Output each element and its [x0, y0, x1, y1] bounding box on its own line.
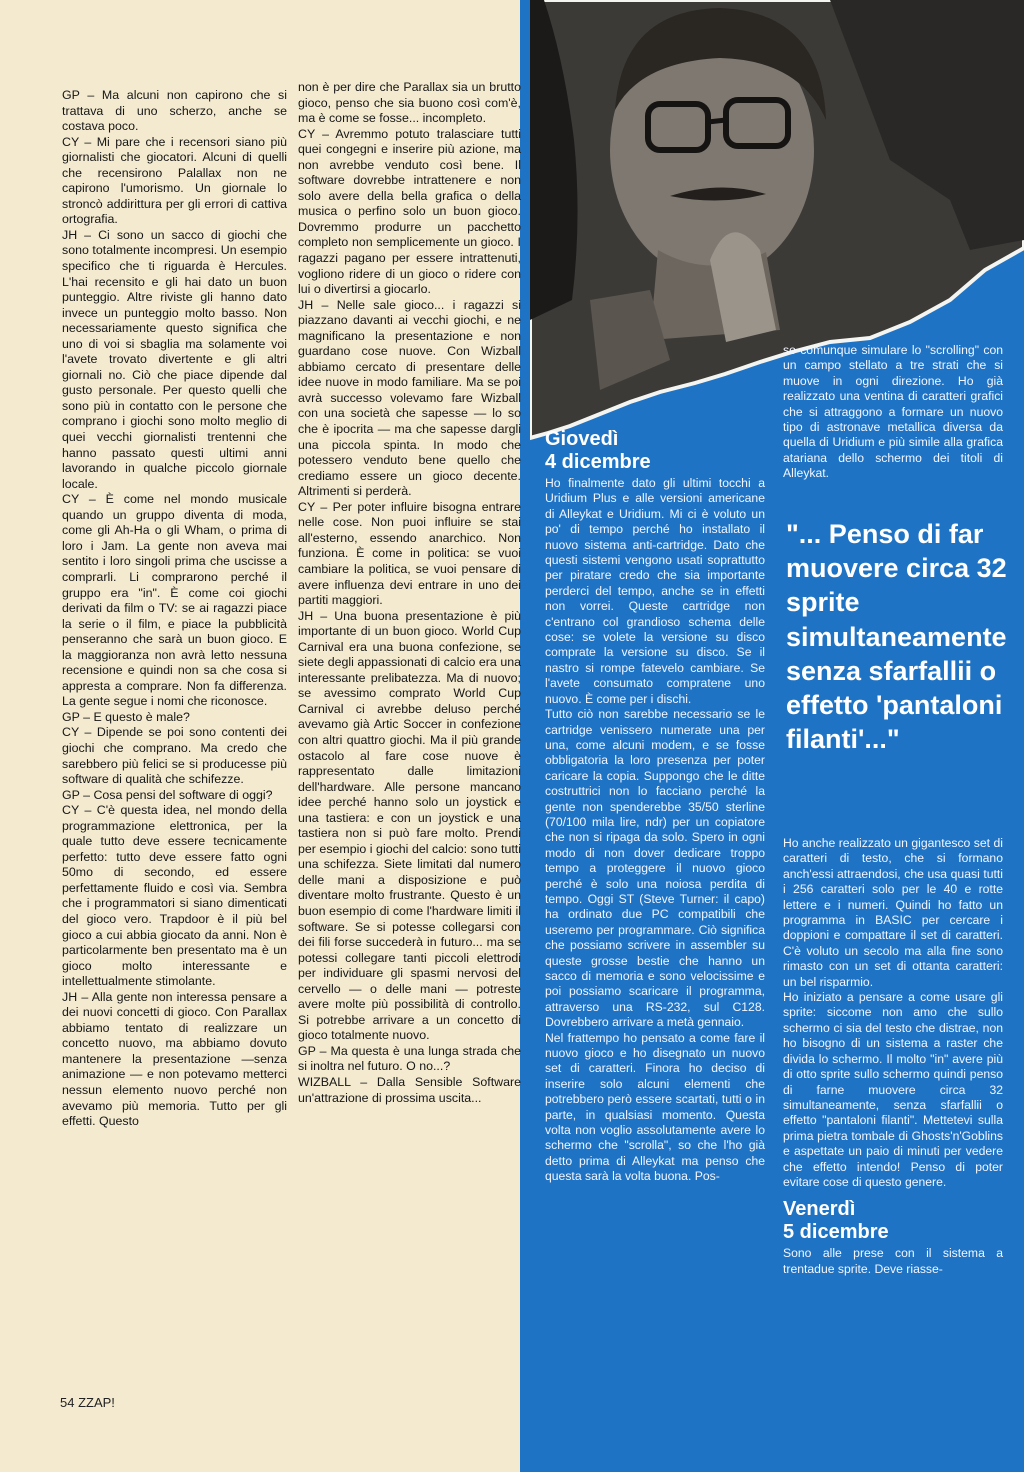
paragraph: Ho iniziato a pensare a come usare gli sprite: siccome non amo che sullo schermo ci sia del testo che distrae, non ho bisogno di un sistema a raster che divida lo schermo. Il molto "in" avere più di otto sprite sullo schermo quindi penso di farne muovere circa 32 simultaneamente, senza sfarfallii o effetto "pantaloni filanti". Mettetevi sulla prima pietra tombale di Ghosts'n'Goblins e aspettate un paio di minuti per vedere che effetto intendo! Penso di poter evitare cose di questo genere. — [783, 990, 1003, 1189]
column-2 — [298, 80, 521, 1106]
paragraph: GP – E questo è male? — [62, 709, 190, 724]
column-3-diary — [545, 428, 765, 1185]
column-4-bottom — [783, 836, 1003, 1277]
paragraph: CY – Mi pare che i recensori siano più giornalisti che giocatori. Alcuni di quelli che recensirono Palallax non ne capirono l'umorismo. Un giornale lo stroncò addirittura per gli errori di cattiva ortografia. — [62, 134, 287, 227]
column-4-top — [783, 343, 1003, 482]
paragraph: GP – Ma alcuni non capirono che si trattava di uno scherzo, anche se costava poco. — [62, 88, 287, 134]
paragraph: CY – C'è questa idea, nel mondo della programmazione elettronica, per la quale tutto deve essere tecnicamente perfetto: tutto deve essere fatto ogni 50mo di secondo, ed essere perfettamente fluido e così via. Sembra che i programmatori si siano dimenticati del gioco vero. Trapdoor è il più bel gioco a cui abbia giocato da anni. Non è particolarmente ben presentato ma è un gioco molto interessante e intellettualmente stimolante. — [62, 803, 287, 989]
heading-day: Venerdì — [783, 1198, 856, 1221]
paragraph: JH – Una buona presentazione è più importante di un buon gioco. World Cup Carnival era una buona confezione, se siete degli appassionati di calcio era una interessante prelibatezza. Ma di nuovo; se avessimo comprato World Cup Carnival ci avrebbe deluso perché avevamo già Artic Soccer in confezione con altri quattro giochi. Ma il più grande ostacolo al fare cose nuove è rappresentato dalle limitazioni dell'hardware. Alle persone mancano idee perché hanno solo un joystick e una tastiera: e con un joystick e una tastiera non si può fare molto. Prendi per esempio i giochi del calcio: sono tutti una schifezza. Siete limitati dal numero delle mani a disposizione e può diventare molto frustrante. Questo è un buon esempio di come l'hardware limiti il software. Se si potesse collegarsi con dei fili forse succederà in futuro... ma se potessi collegare tanti piccoli elettrodi per individuare gli spasmi nervosi del cervello — o delle mani — potreste avere molte più possibilità di controllo. Si potrebbe arrivare a un concetto di gioco totalmente nuovo. — [298, 608, 521, 1043]
paragraph: CY – Avremmo potuto tralasciare tutti quei congegni e inserire più azione, ma non avrebbe venduto così bene. Il software dovrebbe intrattenere e non solo avere della bella grafica o della musica o perfino solo un buon gioco. Dovremmo produrre un pacchetto completo non semplicemente un gioco. I ragazzi pagano per essere intrattenuti, vogliono ridere di un gioco o ridere con lui o divertirsi a giocarlo. — [298, 126, 521, 297]
paragraph: so comunque simulare lo "scrolling" con un campo stellato a tre strati che si muove in ogni direzione. Ho già realizzato una ventina di caratteri grafici che si attraggono a formare un nuovo tipo di astronave metallica diversa da quella di Uridium e più simile alla grafica atariana dello schermo dei titoli di Alleykat. — [783, 343, 1003, 481]
diary-heading-thursday — [545, 428, 765, 474]
paragraph: JH – Ci sono un sacco di giochi che sono totalmente incompresi. Un esempio specifico che ti riguarda è Hercules. L'hai recensito e gli hai dato un buon punteggio. Altre riviste gli hanno dato invece un punteggio molto basso. Non necessariamente questo significa che uno di voi si sbaglia ma solamente voi l'avete trovato divertente e gli altri giornali no. Ciò che piace dipende dal gusto personale. Per questo quelli che sono più in contatto con le persone che comprano i giochi sono molto meglio di quei vecchi giornalisti trentenni che hanno passato questi ultimi anni lavorando in qualche piccolo giornale locale. — [62, 227, 287, 491]
paragraph: WIZBALL – Dalla Sensible Software un'attrazione di prossima uscita... — [298, 1075, 521, 1105]
paragraph: CY – Dipende se poi sono contenti dei giochi che comprano. Ma credo che sarebbero più felici se si producesse più software di qualità che schifezze. — [62, 725, 287, 787]
paragraph: GP – Cosa pensi del software di oggi? — [62, 787, 273, 802]
paragraph: GP – Ma questa è una lunga strada che si inoltra nel futuro. O no...? — [298, 1043, 521, 1074]
paragraph: Sono alle prese con il sistema a trentadue sprite. Deve riasse- — [783, 1246, 1003, 1276]
page-folio: 54 ZZAP! — [60, 1395, 115, 1410]
paragraph: Tutto ciò non sarebbe necessario se le cartridge venissero numerate una per una, come alcuni modem, e se fosse obbligatoria la loro presenza per poter caricare la copia. Suppongo che le ditte costruttrici non lo facciano perché la gente non spenderebbe 35/50 sterline (70/100 mila lire, ndr) per un copiatore che non si ripaga da solo. Spero in ogni modo di non dover dedicare troppo tempo a proteggere il nuovo gioco perché è solo una noiosa perdita di tempo. Oggi ST (Steve Turner: il capo) ha ordinato due PC compatibili che useremo per programmare. Ciò significa che possiamo scrivere in assembler su queste grosse bestie che hanno un sacco di memoria e sono velocissime e poi possiamo scaricare il programma, attraverso una RS-232, sul C128. Dovrebbero arrivare a metà gennaio. — [545, 707, 765, 1030]
column-1 — [62, 88, 287, 1130]
paragraph: JH – Alla gente non interessa pensare a dei nuovi concetti di gioco. Con Parallax abbiamo tentato di realizzare un concetto nuovo, ma abbiamo dovuto mantenere la presentazione —senza animazione — e non potevamo metterci nessun elemento nuovo perché non avevamo più memoria. Tutto per gli effetti. Questo — [62, 989, 287, 1129]
paragraph: Ho finalmente dato gli ultimi tocchi a Uridium Plus e alle versioni americane di Alleykat e Uridium. Mi ci è voluto un po' di tempo perché ho installato il nuovo sistema anti-cartridge. Dato che questi sistemi vengono usati soprattutto per piratare credo che sia importante perderci del tempo, anche se in effetti non vorrei. Queste cartridge non c'entrano col grandioso schema delle cose: se volete la versione su disco comprate la versione su disco. Se il nastro si rompe fatevelo cambiare. Se l'avete consumato compratene uno nuovo. È come per i dischi. — [545, 476, 765, 706]
diary-heading-friday — [783, 1198, 1003, 1244]
paragraph: JH – Nelle sale gioco... i ragazzi si piazzano davanti ai vecchi giochi, e ne magnificano la presentazione e non guardano cose nuove. Con Wizball abbiamo cercato di presentare delle idee nuove in modo familiare. Ma se poi avrà successo volevamo fare Wizball con una società che sapesse — lo so che è ipocrita — ma che sapesse dargli una piccola spinta. In modo che potessero venduto bene quello che crediamo essere un gioco decente. Altrimenti si perderà. — [298, 297, 521, 499]
heading-date: 5 dicembre — [783, 1221, 889, 1244]
paragraph: Nel frattempo ho pensato a come fare il nuovo gioco e ho disegnato un nuovo set di caratteri. Finora ho deciso di inserire solo alcuni elementi che potrebbero però essere scartati, tutti o in parte, in qualsiasi momento. Questa volta non voglio assolutamente avere lo schermo che "scrolla", so che l'ho già detto prima di Alleykat ma penso che questa sarà la volta buona. Pos- — [545, 1030, 765, 1184]
paragraph: Ho anche realizzato un gigantesco set di caratteri di testo, che si formano anch'essi attraendosi, che usa quasi tutti i 256 caratteri solo per le 40 e rotte lettere e i numeri. Quindi ho fatto un programma in BASIC per cercare i doppioni e compattare il set di caratteri. C'è voluto un secolo ma alla fine sono rimasto con un set di ottanta caratteri: un bel risparmio. — [783, 836, 1003, 989]
heading-date: 4 dicembre — [545, 451, 651, 473]
paragraph: CY – È come nel mondo musicale quando un gruppo diventa di moda, come gli Ah-Ha o gli Wham, o prima di loro i Jam. La gente non aveva mai sentito i loro singoli prima che uscisse a comprarli. Li comprarono perché il gruppo era "in". È come coi giochi derivati da film o TV: se ai ragazzi piace la serie o il film, e piace la pubblicità penseranno che sarà un buon gioco. E la maggioranza non avrà letto nessuna recensione e quindi non sa che cosa si appresta a comprare. Non fa differenza. La gente segue i nomi che riconosce. — [62, 492, 287, 709]
heading-day: Giovedì — [545, 428, 619, 450]
paragraph: non è per dire che Parallax sia un brutto gioco, penso che sia buono così com'è, ma è come se fosse... incompleto. — [298, 80, 521, 126]
pull-quote: "... Penso di far muovere circa 32 sprite simultaneamente senza sfarfallii o effetto 'pantaloni filanti'..." — [786, 519, 1007, 755]
paragraph: CY – Per poter influire bisogna entrare nelle cose. Non puoi influire se stai all'esterno, essendo anarchico. Non funziona. È come in politica: se vuoi cambiare la politica, se vuoi pensare di avere influenza devi entrare in uno dei partiti maggiori. — [298, 499, 521, 608]
